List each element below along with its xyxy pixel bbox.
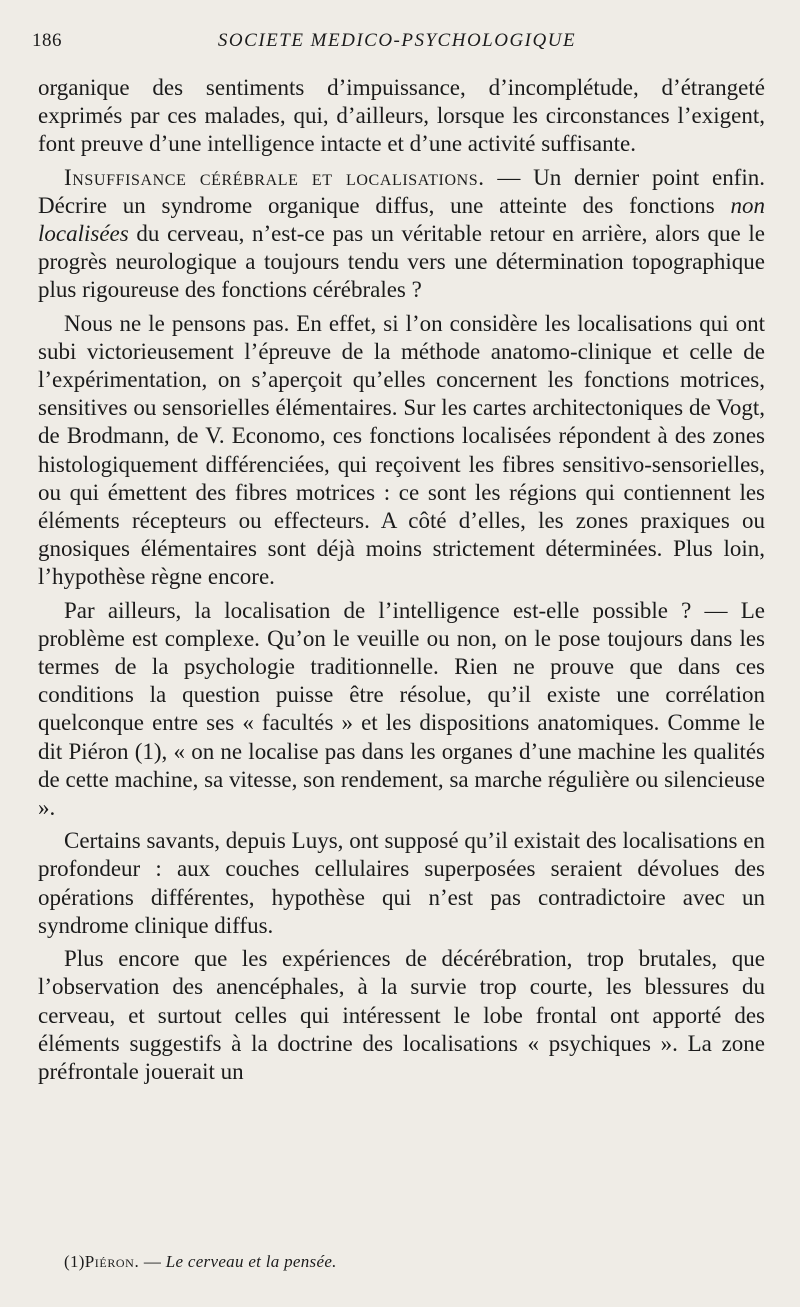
- footnote-author: Piéron.: [84, 1252, 140, 1271]
- page-number: 186: [32, 30, 62, 51]
- paragraph-6: Plus encore que les expériences de décérébration, trop brutales, que l’observation des anencéphales, à la survie trop courte, les blessures du cerveau, et surtout celles qui intéressent le lobe frontal ont apporté des éléments suggestifs à la doctrine des localisations « psychiques ». La zone préfrontale jouerait un: [38, 946, 765, 1084]
- paragraph-2: [38, 164, 765, 305]
- footnote: [64, 1252, 337, 1272]
- paragraph-1: organique des sentiments d’impuissance, d’incomplétude, d’étrangeté exprimés par ces malades, qui, d’ailleurs, lorsque les circonstances l’exigent, font preuve d’une intelligence intacte et d’une activité suffisante.: [38, 75, 765, 157]
- paragraph-5: Certains savants, depuis Luys, ont supposé qu’il existait des localisations en profondeur : aux couches cellulaires superposées seraient dévolues des opérations différentes, hypothèse qui n’est pas contradictoire avec un syndrome clinique diffus.: [38, 828, 765, 938]
- body-text: [38, 74, 765, 1091]
- running-title: SOCIETE MEDICO-PSYCHOLOGIQUE: [217, 30, 577, 51]
- page-header: [32, 28, 762, 58]
- paragraph-3: Nous ne le pensons pas. En effet, si l’on considère les localisations qui ont subi victorieusement l’épreuve de la méthode anatomo-clinique et celle de l’expérimentation, on s’aperçoit qu’elles concernent les fonctions motrices, sensitives ou sensorielles élémentaires. Sur les cartes architectoniques de Vogt, de Brodmann, de V. Economo, ces fonctions localisées répondent à des zones histologiquement différenciées, qui reçoivent les fibres sensitivo-sensorielles, ou qui émettent des fibres motrices : ce sont les régions qui contiennent les éléments récepteurs ou effecteurs. A côté d’elles, les zones praxiques ou gnosiques élémentaires sont déjà moins strictement déterminées. Plus loin, l’hypothèse règne encore.: [38, 310, 765, 590]
- footnote-title: Le cerveau et la pensée.: [165, 1252, 337, 1271]
- section-heading: Insuffisance cérébrale et localisations.: [64, 164, 485, 190]
- paragraph-2-text-a: — Un dernier point enfin. Décrire un syndrome organique diffus, une atteinte des fonctions: [38, 164, 766, 218]
- paragraph-2-italic: non localisées: [38, 192, 765, 247]
- paragraph-2-text-b: du cerveau, n’est-ce pas un véritable retour en arrière, alors que le progrès neurologique a toujours tendu vers une détermination topographique plus rigoureuse des fonctions cérébrales ?: [38, 221, 765, 303]
- footnote-dash: —: [139, 1252, 166, 1271]
- paragraph-4: Par ailleurs, la localisation de l’intelligence est-elle possible ? — Le problème est complexe. Qu’on le veuille ou non, on le pose toujours dans les termes de la psychologie traditionnelle. Rien ne prouve que dans ces conditions la question puisse être résolue, qu’il existe une corrélation quelconque entre ses « facultés » et les dispositions anatomiques. Comme le dit Piéron (1), « on ne localise pas dans les organes d’une machine les qualités de cette machine, sa vitesse, son rendement, sa marche régulière ou silencieuse ».: [38, 597, 765, 821]
- footnote-marker: (1): [64, 1252, 85, 1271]
